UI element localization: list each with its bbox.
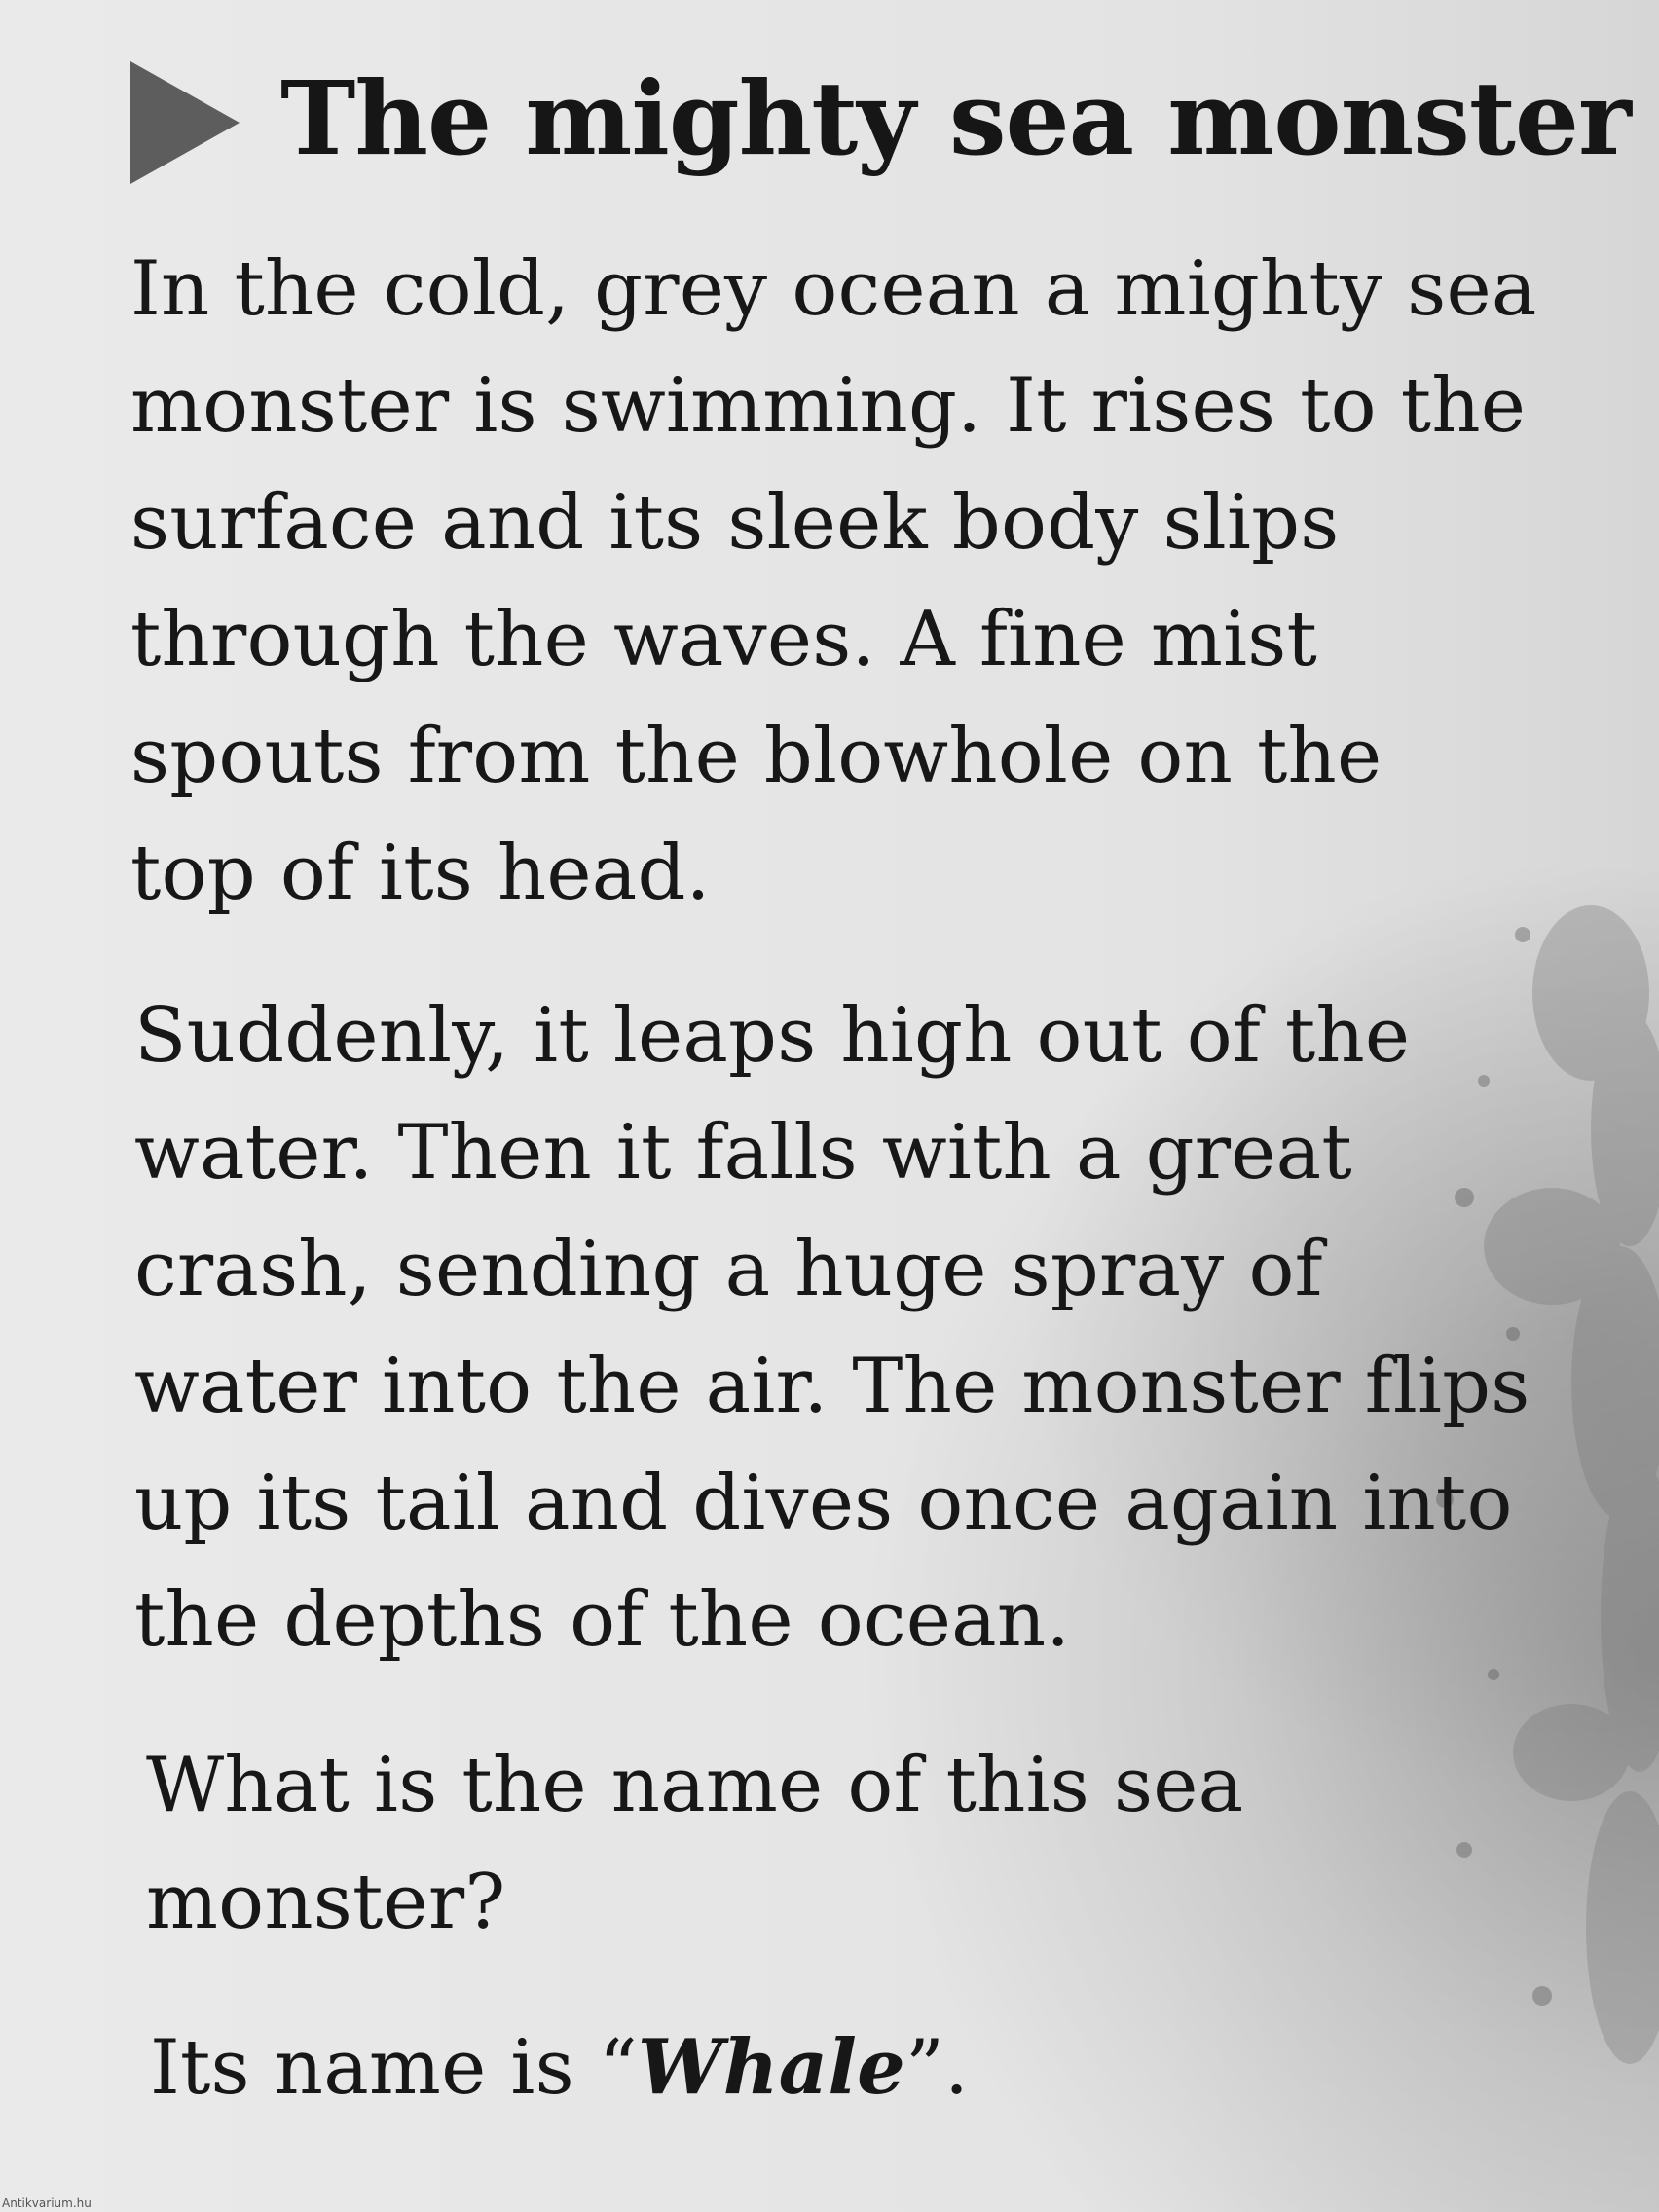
text-line: water into the air. The monster flips bbox=[134, 1343, 1530, 1430]
text-line: surface and its sleek body slips bbox=[130, 479, 1340, 567]
text-line: water. Then it falls with a great bbox=[134, 1109, 1352, 1197]
text-line: top of its head. bbox=[130, 830, 711, 917]
text-line: In the cold, grey ocean a mighty sea bbox=[130, 245, 1537, 333]
question bbox=[146, 1727, 1548, 1961]
answer bbox=[150, 2009, 1552, 2126]
page-heading bbox=[130, 41, 1631, 197]
answer-prefix: Its name is “ bbox=[150, 2024, 638, 2112]
text-line: monster is swimming. It rises to the bbox=[130, 362, 1527, 450]
answer-name: Whale bbox=[637, 2023, 905, 2112]
text-line: monster? bbox=[146, 1859, 506, 1946]
text-line: Suddenly, it leaps high out of the bbox=[134, 992, 1411, 1080]
text-line: spouts from the blowhole on the bbox=[130, 713, 1382, 800]
text-line: crash, sending a huge spray of bbox=[134, 1226, 1323, 1313]
text-line: the depths of the ocean. bbox=[134, 1576, 1071, 1664]
triangle-marker-icon bbox=[130, 61, 240, 184]
answer-suffix: ”. bbox=[905, 2024, 970, 2112]
page-title: The mighty sea monster bbox=[280, 58, 1631, 178]
text-line: up its tail and dives once again into bbox=[134, 1459, 1513, 1547]
text-line: through the waves. A fine mist bbox=[130, 596, 1318, 683]
paragraph-intro bbox=[130, 231, 1537, 932]
watermark-text: Antikvarium.hu bbox=[2, 2196, 92, 2210]
answer-line bbox=[150, 2009, 1552, 2126]
paragraph-leap bbox=[134, 977, 1536, 1678]
text-line: What is the name of this sea bbox=[146, 1742, 1244, 1829]
